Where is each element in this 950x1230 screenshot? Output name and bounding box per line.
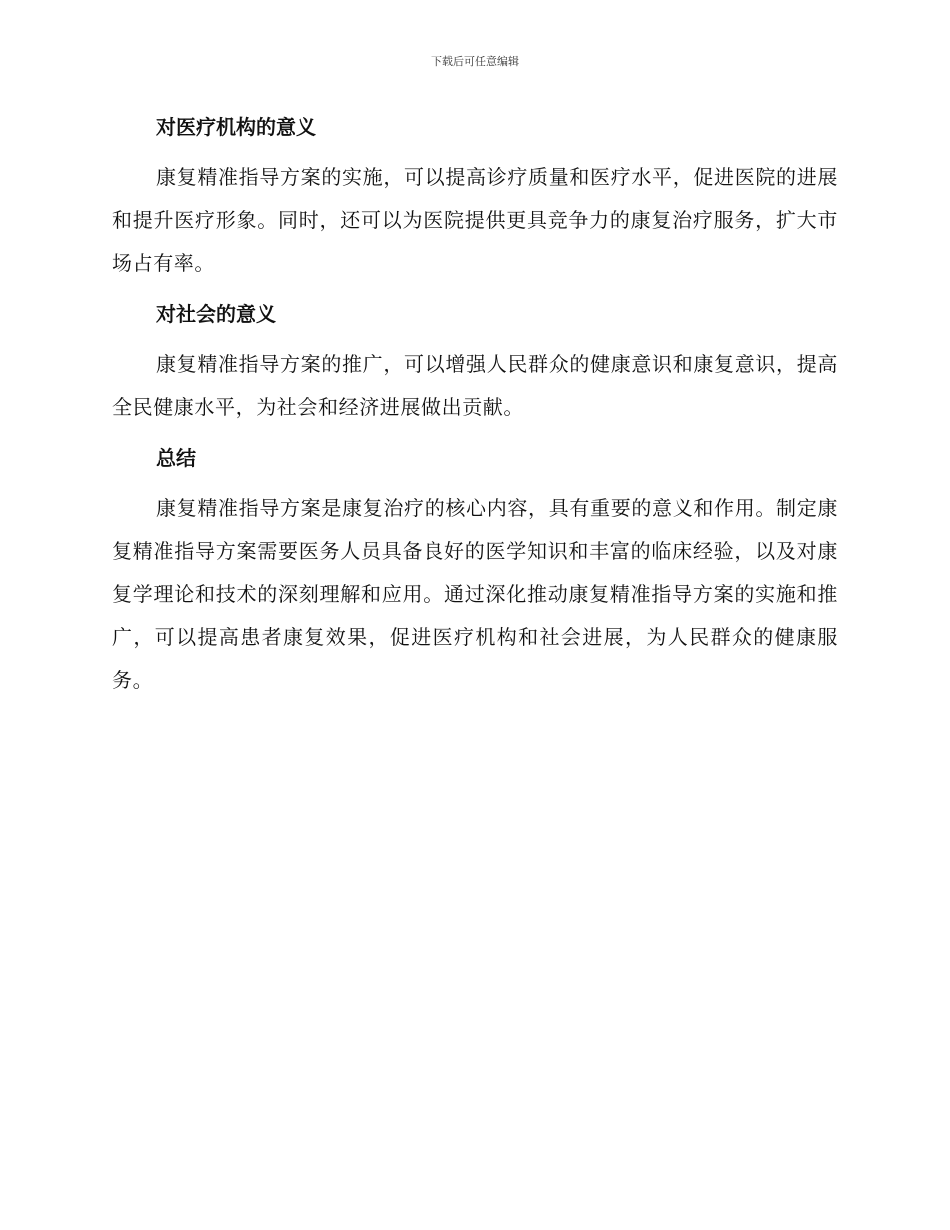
section-heading-medical-institutions: 对医疗机构的意义: [156, 115, 316, 139]
section-paragraph-medical-institutions: 康复精准指导方案的实施，可以提高诊疗质量和医疗水平，促进医院的进展和提升医疗形象。同时，还可以为医院提供更具竞争力的康复治疗服务，扩大市场占有率。: [112, 165, 838, 275]
section-heading-summary: 总结: [156, 446, 196, 470]
page-header: 下载后可任意编辑: [431, 55, 519, 68]
section-heading-society: 对社会的意义: [156, 302, 276, 326]
spacer: [112, 477, 838, 487]
section-paragraph-society: 康复精准指导方案的推广，可以增强人民群众的健康意识和康复意识，提高全民健康水平，为社会和经济进展做出贡献。: [112, 352, 838, 419]
document-body: [112, 108, 838, 702]
spacer: [112, 146, 838, 156]
spacer: [112, 285, 838, 295]
spacer: [112, 333, 838, 343]
section-paragraph-summary: 康复精准指导方案是康复治疗的核心内容，具有重要的意义和作用。制定康复精准指导方案需要医务人员具备良好的医学知识和丰富的临床经验，以及对康复学理论和技术的深刻理解和应用。通过深化推动康复精准指导方案的实施和推广，可以提高患者康复效果，促进医疗机构和社会进展，为人民群众的健康服务。: [112, 496, 838, 692]
spacer: [112, 429, 838, 439]
